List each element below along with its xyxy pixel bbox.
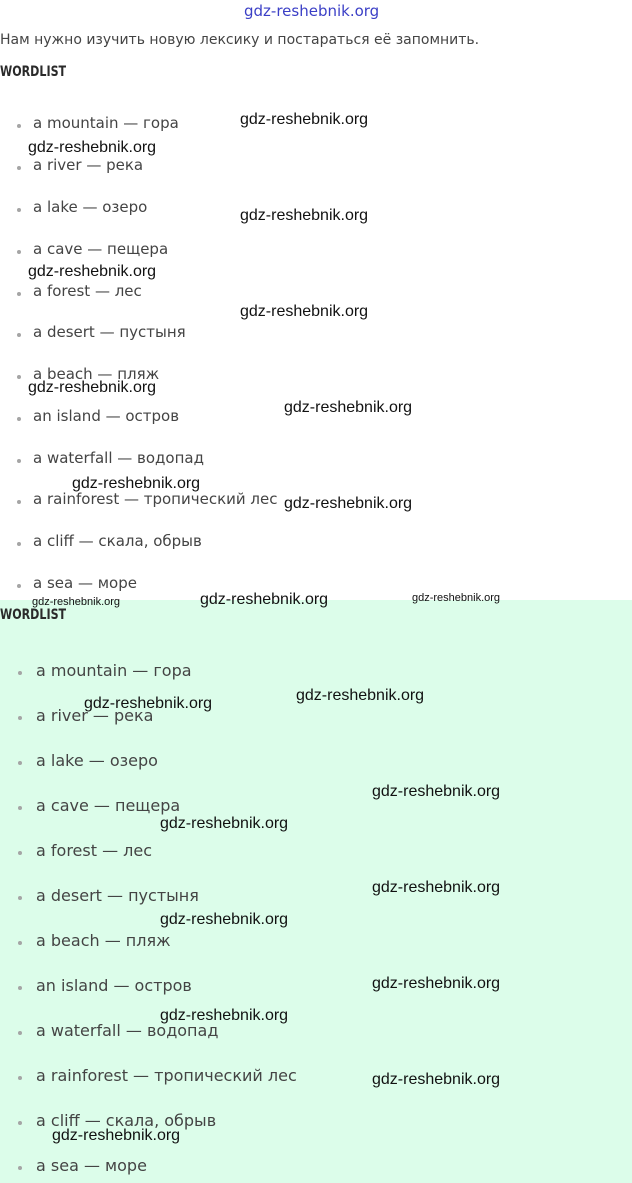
bullet-icon — [17, 250, 21, 254]
list-item-text: a cliff — скала, обрыв — [36, 1111, 217, 1130]
watermark-text: gdz-reshebnik.org — [200, 591, 329, 608]
watermark-text: gdz-reshebnik.org — [84, 695, 213, 712]
list-item-text: a waterfall — водопад — [36, 1021, 219, 1040]
list-item-text: a river — река — [33, 156, 144, 174]
watermark-text: gdz-reshebnik.org — [52, 1127, 181, 1144]
bullet-icon — [17, 166, 21, 170]
bullet-icon — [17, 208, 21, 212]
list-item-text: a cave — пещера — [36, 796, 181, 815]
bullet-icon — [18, 1166, 22, 1170]
watermark-text: gdz-reshebnik.org — [240, 111, 369, 128]
bullet-icon — [18, 716, 22, 720]
bullet-icon — [18, 761, 22, 765]
bullet-icon — [18, 806, 22, 810]
list-item-text: a river — река — [36, 706, 154, 725]
watermark-text: gdz-reshebnik.org — [284, 399, 413, 416]
list-item-text: a desert — пустыня — [33, 323, 186, 341]
watermark-text: gdz-reshebnik.org — [372, 783, 501, 800]
list-item-text: a forest — лес — [36, 841, 153, 860]
wordlist-title: WORDLIST — [0, 64, 67, 80]
bullet-icon — [17, 375, 21, 379]
list-item-text: an island — остров — [36, 976, 192, 995]
bullet-icon — [17, 124, 21, 128]
list-item-text: a lake — озеро — [33, 198, 148, 216]
wordlist-title: WORDLIST — [0, 607, 67, 623]
list-item-text: a rainforest — тропический лес — [33, 490, 278, 508]
watermark-text: gdz-reshebnik.org — [32, 596, 121, 608]
bullet-icon — [17, 333, 21, 337]
bullet-icon — [18, 1121, 22, 1125]
bullet-icon — [18, 941, 22, 945]
bullet-icon — [18, 851, 22, 855]
watermark-text: gdz-reshebnik.org — [412, 592, 501, 604]
list-item-text: a beach — пляж — [33, 365, 160, 383]
watermark-text: gdz-reshebnik.org — [160, 1007, 289, 1024]
watermark-text: gdz-reshebnik.org — [284, 495, 413, 512]
list-item-text: a mountain — гора — [36, 661, 192, 680]
bullet-icon — [18, 986, 22, 990]
site-banner[interactable]: gdz-reshebnik.org — [244, 2, 380, 20]
watermark-text: gdz-reshebnik.org — [72, 475, 201, 492]
list-item-text: a sea — море — [36, 1156, 147, 1175]
list-item-text: a desert — пустыня — [36, 886, 199, 905]
bullet-icon — [17, 459, 21, 463]
watermark-text: gdz-reshebnik.org — [372, 1071, 501, 1088]
bullet-icon — [17, 417, 21, 421]
watermark-text: gdz-reshebnik.org — [28, 379, 157, 396]
watermark-text: gdz-reshebnik.org — [28, 263, 157, 280]
list-item-text: a rainforest — тропический лес — [36, 1066, 297, 1085]
watermark-text: gdz-reshebnik.org — [372, 879, 501, 896]
watermark-text: gdz-reshebnik.org — [240, 303, 369, 320]
list-item-text: a sea — море — [33, 574, 137, 592]
bullet-icon — [17, 292, 21, 296]
watermark-text: gdz-reshebnik.org — [160, 815, 289, 832]
bullet-icon — [17, 500, 21, 504]
bullet-icon — [18, 1076, 22, 1080]
bullet-icon — [18, 671, 22, 675]
list-item-text: a mountain — гора — [33, 114, 179, 132]
list-item-text: a cave — пещера — [33, 240, 169, 258]
bullet-icon — [17, 542, 21, 546]
list-item-text: a beach — пляж — [36, 931, 171, 950]
list-item-text: a cliff — скала, обрыв — [33, 532, 202, 550]
watermark-text: gdz-reshebnik.org — [296, 687, 425, 704]
bullet-icon — [18, 1031, 22, 1035]
list-item-text: a waterfall — водопад — [33, 449, 204, 467]
bullet-icon — [17, 584, 21, 588]
intro-text: Нам нужно изучить новую лексику и постараться её запомнить. — [0, 32, 480, 48]
list-item-text: a lake — озеро — [36, 751, 158, 770]
watermark-text: gdz-reshebnik.org — [160, 911, 289, 928]
list-item-text: a forest — лес — [33, 282, 142, 300]
watermark-text: gdz-reshebnik.org — [28, 139, 157, 156]
watermark-text: gdz-reshebnik.org — [372, 975, 501, 992]
watermark-text: gdz-reshebnik.org — [240, 207, 369, 224]
list-item-text: an island — остров — [33, 407, 180, 425]
bullet-icon — [18, 896, 22, 900]
